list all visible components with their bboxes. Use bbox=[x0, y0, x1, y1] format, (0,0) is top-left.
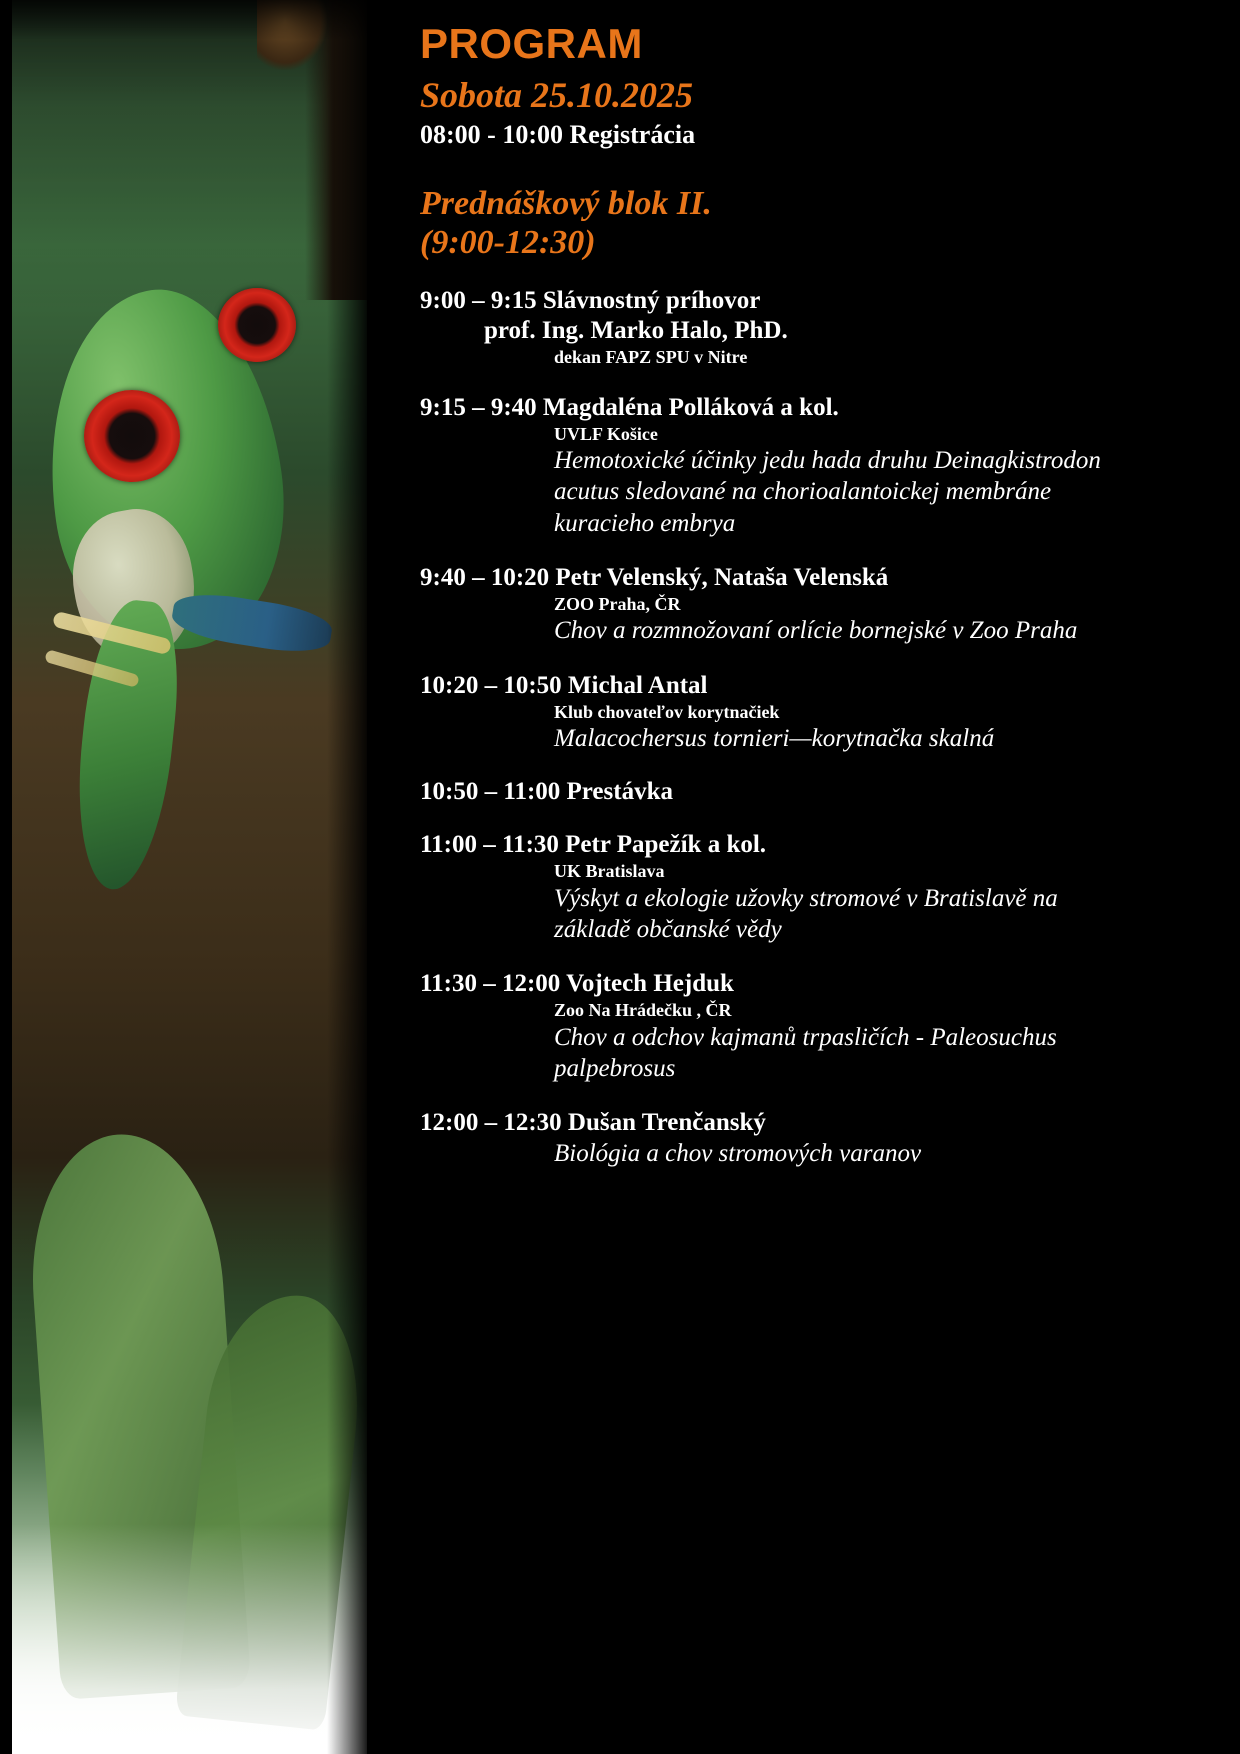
item-time-and-name: 10:20 – 10:50 Michal Antal bbox=[420, 671, 708, 699]
item-affiliation: dekan FAPZ SPU v Nitre bbox=[554, 347, 748, 368]
page-title: PROGRAM bbox=[420, 20, 643, 67]
item-time-and-name: 11:30 – 12:00 Vojtech Hejduk bbox=[420, 970, 734, 998]
item-topic: Výskyt a ekologie užovky stromové v Bratislavě na základě občanské vědy bbox=[554, 884, 1058, 944]
item-time-and-name: 9:40 – 10:20 Petr Velenský, Nataša Velenská bbox=[420, 563, 889, 591]
item-affiliation: Zoo Na Hrádečku , ČR bbox=[554, 1000, 732, 1021]
lecture-block-title-line1: Prednáškový blok II. bbox=[420, 185, 712, 222]
item-time-and-name: 11:00 – 11:30 Petr Papežík a kol. bbox=[420, 831, 767, 859]
item-name-line2: prof. Ing. Marko Halo, PhD. bbox=[484, 317, 788, 345]
program-item bbox=[420, 671, 1120, 755]
program-item bbox=[420, 563, 1120, 647]
item-time-and-name: 9:00 – 9:15 Slávnostný príhovor bbox=[420, 287, 761, 315]
item-topic: Chov a odchov kajmanů trpasličích - Paleosuchus palpebrosus bbox=[554, 1023, 1057, 1083]
program-day: Sobota 25.10.2025 bbox=[420, 75, 694, 115]
item-topic: Malacochersus tornieri—korytnačka skalná bbox=[554, 725, 995, 753]
lecture-block-title-line2: (9:00-12:30) bbox=[420, 224, 596, 262]
program-content bbox=[420, 10, 1120, 1170]
photo-right-shadow bbox=[327, 0, 367, 1754]
photo-top-fade bbox=[12, 0, 367, 40]
item-topic: Chov a rozmnožovaní orlície bornejské v Zoo Praha bbox=[554, 617, 1078, 645]
item-topic: Hemotoxické účinky jedu hada druhu Deinagkistrodon acutus sledované na chorioalantoickej membráne kuracieho embrya bbox=[554, 447, 1101, 537]
item-affiliation: Klub chovateľov korytnačiek bbox=[554, 701, 780, 722]
item-topic: Biológia a chov stromových varanov bbox=[554, 1140, 922, 1168]
frog-eye-right bbox=[218, 288, 296, 362]
program-item bbox=[420, 969, 1120, 1084]
photo-bottom-fade bbox=[12, 1524, 367, 1754]
item-affiliation: ZOO Praha, ČR bbox=[554, 593, 681, 614]
frog-eye-left bbox=[84, 390, 180, 482]
frog-figure bbox=[22, 270, 352, 950]
registration-line: 08:00 - 10:00 Registrácia bbox=[420, 120, 696, 149]
program-item-break bbox=[420, 778, 1120, 806]
item-affiliation: UK Bratislava bbox=[554, 861, 665, 882]
program-item bbox=[420, 286, 1120, 369]
item-time-and-name: 10:50 – 11:00 Prestávka bbox=[420, 778, 673, 806]
item-affiliation: UVLF Košice bbox=[554, 423, 658, 444]
program-item bbox=[420, 830, 1120, 945]
program-item bbox=[420, 393, 1120, 539]
lecture-block-title bbox=[420, 184, 1120, 262]
item-time-and-name: 12:00 – 12:30 Dušan Trenčanský bbox=[420, 1109, 766, 1137]
item-time-and-name: 9:15 – 9:40 Magdaléna Polláková a kol. bbox=[420, 393, 839, 421]
tree-frog-photo bbox=[12, 0, 367, 1754]
program-item bbox=[420, 1108, 1120, 1169]
